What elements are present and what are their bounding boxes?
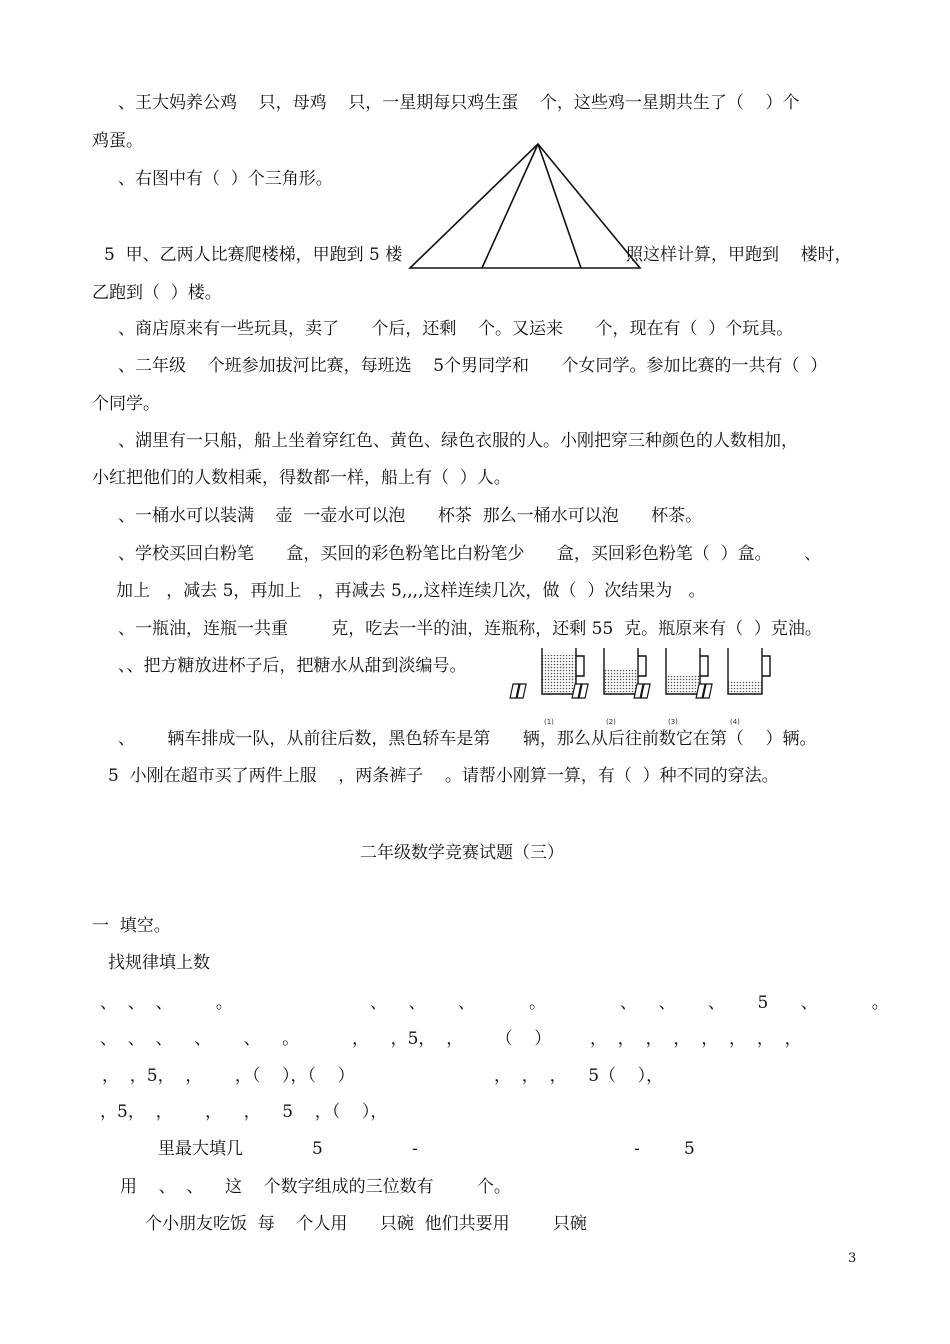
q-oil: 、一瓶油，连瓶一共重 克，吃去一半的油，连瓶称，还剩 55 克。瓶原来有（ ）克油。 — [118, 619, 822, 639]
pattern-row1-a: 、 、 、 。 — [100, 993, 233, 1013]
cup-label: (2) — [606, 718, 616, 726]
section-title: 二年级数学竞赛试题（三） — [360, 843, 564, 863]
cup-2 — [572, 648, 646, 726]
q-stairs-line1a: 5 甲、乙两人比赛爬楼梯，甲跑到 5 楼 — [104, 245, 403, 265]
pattern-row3-b: ， ， ， 5（ ）， — [494, 1066, 664, 1086]
q-cars: 、 辆车排成一队，从前往后数，黑色轿车是第 辆，那么从后往前数它在第（ ）辆。 — [118, 729, 817, 749]
cup-water-level — [728, 680, 762, 694]
q-triangles: 、右图中有（ ）个三角形。 — [118, 169, 333, 189]
q-stairs-line1b: 照这样计算，甲跑到 楼时， — [626, 245, 852, 265]
q-max-fill-num1: 5 — [312, 1139, 323, 1159]
q-add-subtract: 加上 ，减去 5，再加上 ，再减去 5,,,,这样连续几次，做（ ）次结果为 。 — [116, 581, 706, 601]
pattern-row4: ，5， ， ， ， 5 ，（ ）， — [100, 1102, 388, 1122]
cup-1 — [510, 648, 584, 726]
q-boat-line2: 小红把他们的人数相乘，得数都一样，船上有（ ）人。 — [92, 468, 511, 488]
triangle-figure — [405, 140, 645, 272]
q-chalk: 、学校买回白粉笔 盒，买回的彩色粉笔比白粉笔少 盒，买回彩色粉笔（ ）盒。 、 — [118, 544, 822, 564]
pattern-row2-b: ， ，5， ， （ ） — [352, 1029, 552, 1049]
q-max-fill-text: 里最大填几 — [158, 1139, 243, 1159]
q-max-fill-minus2: - — [634, 1139, 640, 1159]
q-hens-line2: 鸡蛋。 — [92, 131, 143, 151]
q-sugar: 、、把方糖放进杯子后，把糖水从甜到淡编号。 — [118, 656, 467, 676]
q-toys: 、商店原来有一些玩具，卖了 个后，还剩 个。又运来 个，现在有（ ）个玩具。 — [118, 319, 794, 339]
q-tug-line1: 、二年级 个班参加拔河比赛，每班选 5个男同学和 个女同学。参加比赛的一共有（ ） — [118, 356, 828, 376]
q-hens-line1: 、王大妈养公鸡 只，母鸡 只，一星期每只鸡生蛋 个，这些鸡一星期共生了（ ）个 — [118, 93, 800, 113]
pattern-row3-a: ， ，5， ， ，（ ），（ ） — [102, 1066, 355, 1086]
cup-water-level — [542, 655, 576, 694]
pattern-row2-c: ， ， ， ， ， ， ， ， — [590, 1029, 802, 1049]
pattern-row1-c: 、 、 、 5 、 。 — [620, 993, 889, 1013]
q-tea: 、一桶水可以装满 壶 一壶水可以泡 杯茶 那么一桶水可以泡 杯茶。 — [118, 506, 703, 526]
q-max-fill-num2: 5 — [684, 1139, 695, 1159]
cup-label: (1) — [544, 718, 554, 726]
cup-label: (4) — [730, 718, 740, 726]
q-three-digit: 用 、 、 这 个数字组成的三位数有 个。 — [120, 1177, 511, 1197]
q-clothes: 5 小刚在超市买了两件上服 ，两条裤子 。请帮小刚算一算，有（ ）种不同的穿法。 — [108, 766, 779, 786]
cup-3 — [634, 648, 708, 726]
pattern-row1-b: 、 、 、 。 — [370, 993, 547, 1013]
pattern-row2-a: 、 、 、 、 、 。 — [100, 1029, 300, 1049]
cup-water-level — [666, 676, 700, 694]
pattern-heading: 找规律填上数 — [108, 953, 210, 973]
cup-water-level — [604, 669, 638, 694]
q-bowls: 个小朋友吃饭 每 个人用 只碗 他们共要用 只碗 — [145, 1214, 587, 1234]
q-tug-line2: 个同学。 — [92, 394, 160, 414]
cup-label: (3) — [668, 718, 678, 726]
page-number: 3 — [848, 1251, 857, 1266]
sugar-cups-figure — [520, 642, 790, 730]
cup-4 — [696, 648, 770, 726]
q-max-fill-minus1: - — [412, 1139, 418, 1159]
fill-heading: 一 填空。 — [92, 916, 171, 936]
q-stairs-line2: 乙跑到（ ）楼。 — [92, 283, 222, 303]
q-boat-line1: 、湖里有一只船，船上坐着穿红色、黄色、绿色衣服的人。小刚把穿三种颜色的人数相加， — [118, 431, 798, 451]
